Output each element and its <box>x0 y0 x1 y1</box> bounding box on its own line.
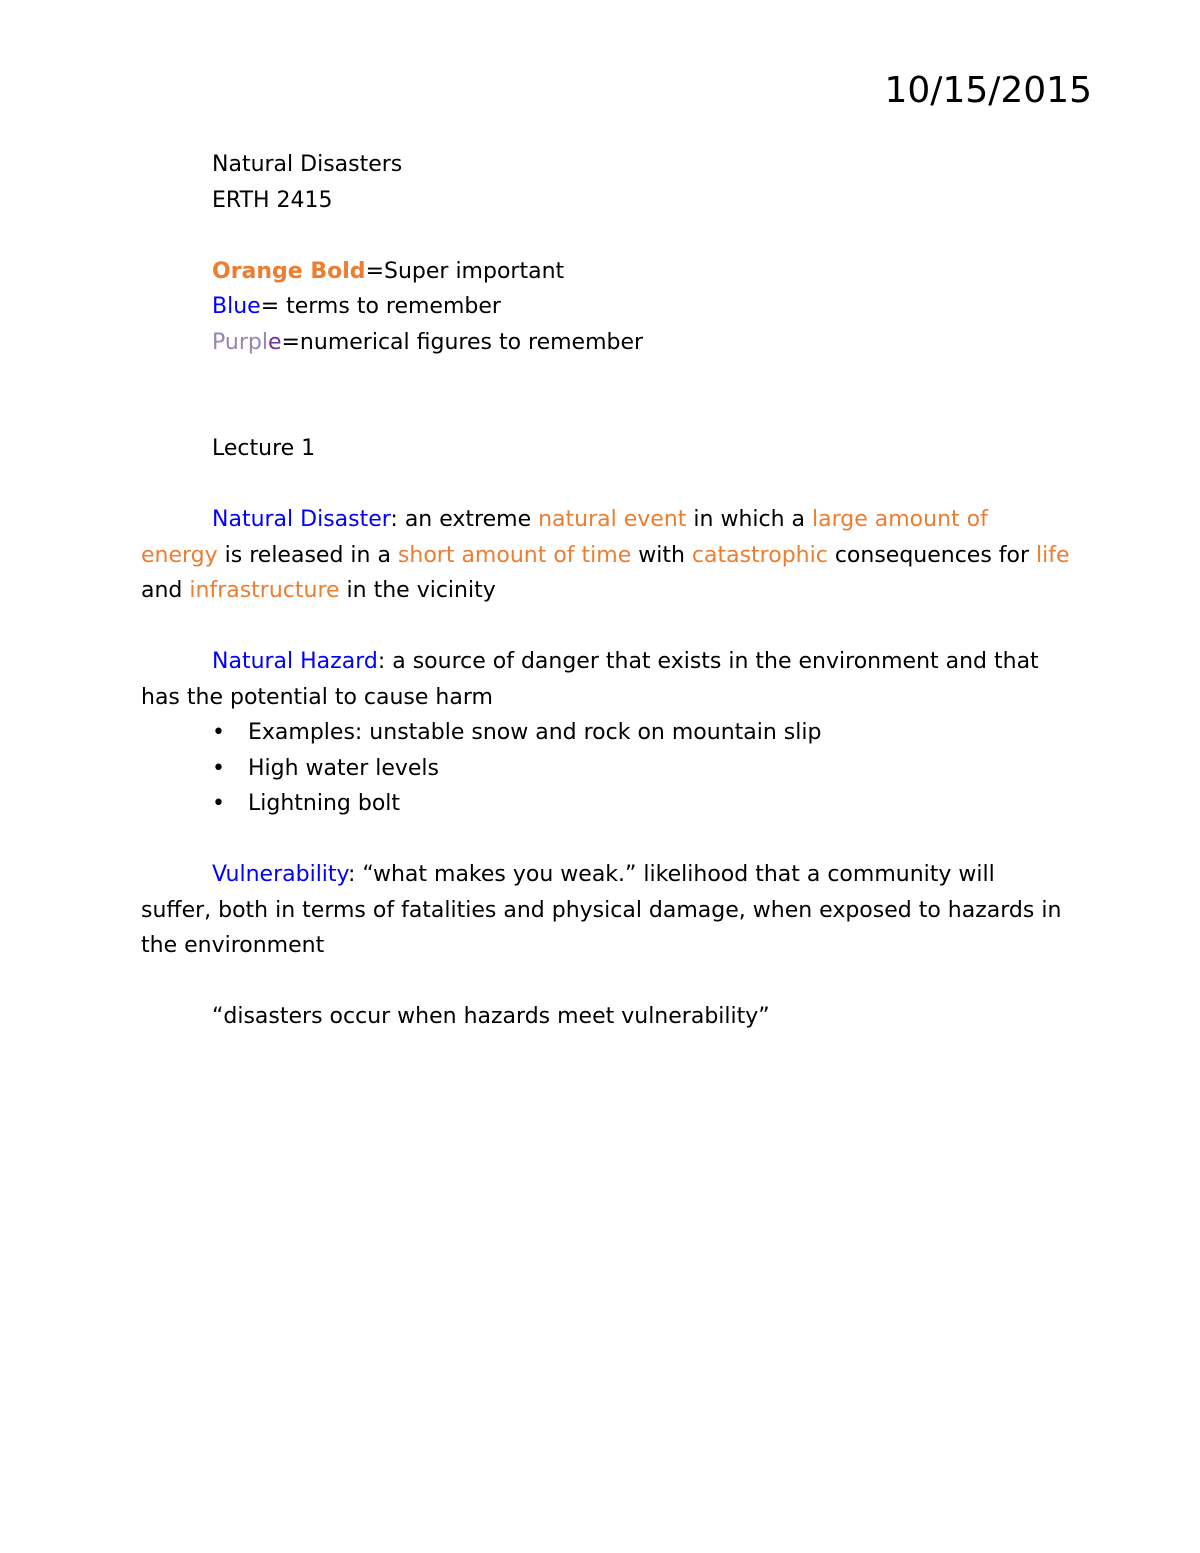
term-vulnerability: Vulnerability <box>212 862 348 887</box>
notes-title: Natural Disasters <box>212 152 403 177</box>
legend-purple <box>141 325 1071 361</box>
list-item: • Lightning bolt <box>141 786 1071 822</box>
key-phrase: large amount of energy <box>141 507 988 568</box>
key-phrase: short amount of time <box>397 542 632 568</box>
note-line <box>141 183 1071 219</box>
legend-orange-term: Orange Bold <box>212 258 366 284</box>
legend-purple-term-a: Purpl <box>212 329 268 355</box>
key-phrase: life <box>1036 542 1070 568</box>
list-item: • High water levels <box>141 751 1071 787</box>
empty-note-line <box>141 467 1071 503</box>
legend-orange-desc: =Super important <box>365 258 565 284</box>
definition-text: : “what makes you weak.” likelihood that a community will suffer, both in terms of fatalities and physical damage, when exposed to hazards in the environment <box>141 862 1062 958</box>
legend-purple-desc: =numerical figures to remember <box>281 329 644 355</box>
definition-text: : an extreme <box>390 507 539 532</box>
empty-note-line <box>141 822 1071 858</box>
legend-blue-desc: = terms to remember <box>260 294 501 319</box>
term-natural-disaster: Natural Disaster <box>212 507 391 532</box>
definition-text: with <box>631 542 692 568</box>
definition-text: in which a <box>686 507 813 532</box>
empty-note-line <box>141 218 1071 254</box>
note-line <box>141 147 1071 183</box>
empty-note-line <box>141 964 1071 1000</box>
notes-body <box>141 147 1071 1035</box>
legend-purple-term-b: e <box>267 329 282 355</box>
lecture-heading-line <box>141 431 1071 467</box>
hazard-examples-list <box>141 715 1071 822</box>
vulnerability-definition <box>141 857 1071 964</box>
natural-hazard-definition <box>141 644 1071 715</box>
empty-note-line <box>141 360 1071 396</box>
key-phrase: natural event <box>538 507 687 532</box>
spacer <box>141 609 1071 645</box>
key-phrase: catastrophic <box>691 542 828 568</box>
legend-blue-term: Blue <box>212 294 261 319</box>
key-phrase: infrastructure <box>189 578 340 603</box>
natural-disaster-definition <box>141 502 1071 609</box>
course-code: ERTH 2415 <box>212 187 333 213</box>
definition-text: in the vicinity <box>339 578 496 603</box>
legend-orange <box>141 254 1071 290</box>
empty-note-line <box>141 396 1071 432</box>
summary-quote: “disasters occur when hazards meet vulnerability” <box>212 1004 770 1029</box>
lecture-heading: Lecture 1 <box>212 436 316 461</box>
legend-blue <box>141 289 1071 325</box>
quote-line <box>141 999 1071 1035</box>
term-natural-hazard: Natural Hazard <box>212 649 378 674</box>
definition-text: consequences for <box>827 542 1037 568</box>
definition-text: and <box>141 578 190 603</box>
definition-text: : a source of danger that exists in the environment and that has the potential to cause harm <box>141 649 1039 710</box>
page-date: 10/15/2015 <box>884 70 1092 111</box>
definition-text: is released in a <box>217 542 398 568</box>
list-item: • Examples: unstable snow and rock on mountain slip <box>141 715 1071 751</box>
